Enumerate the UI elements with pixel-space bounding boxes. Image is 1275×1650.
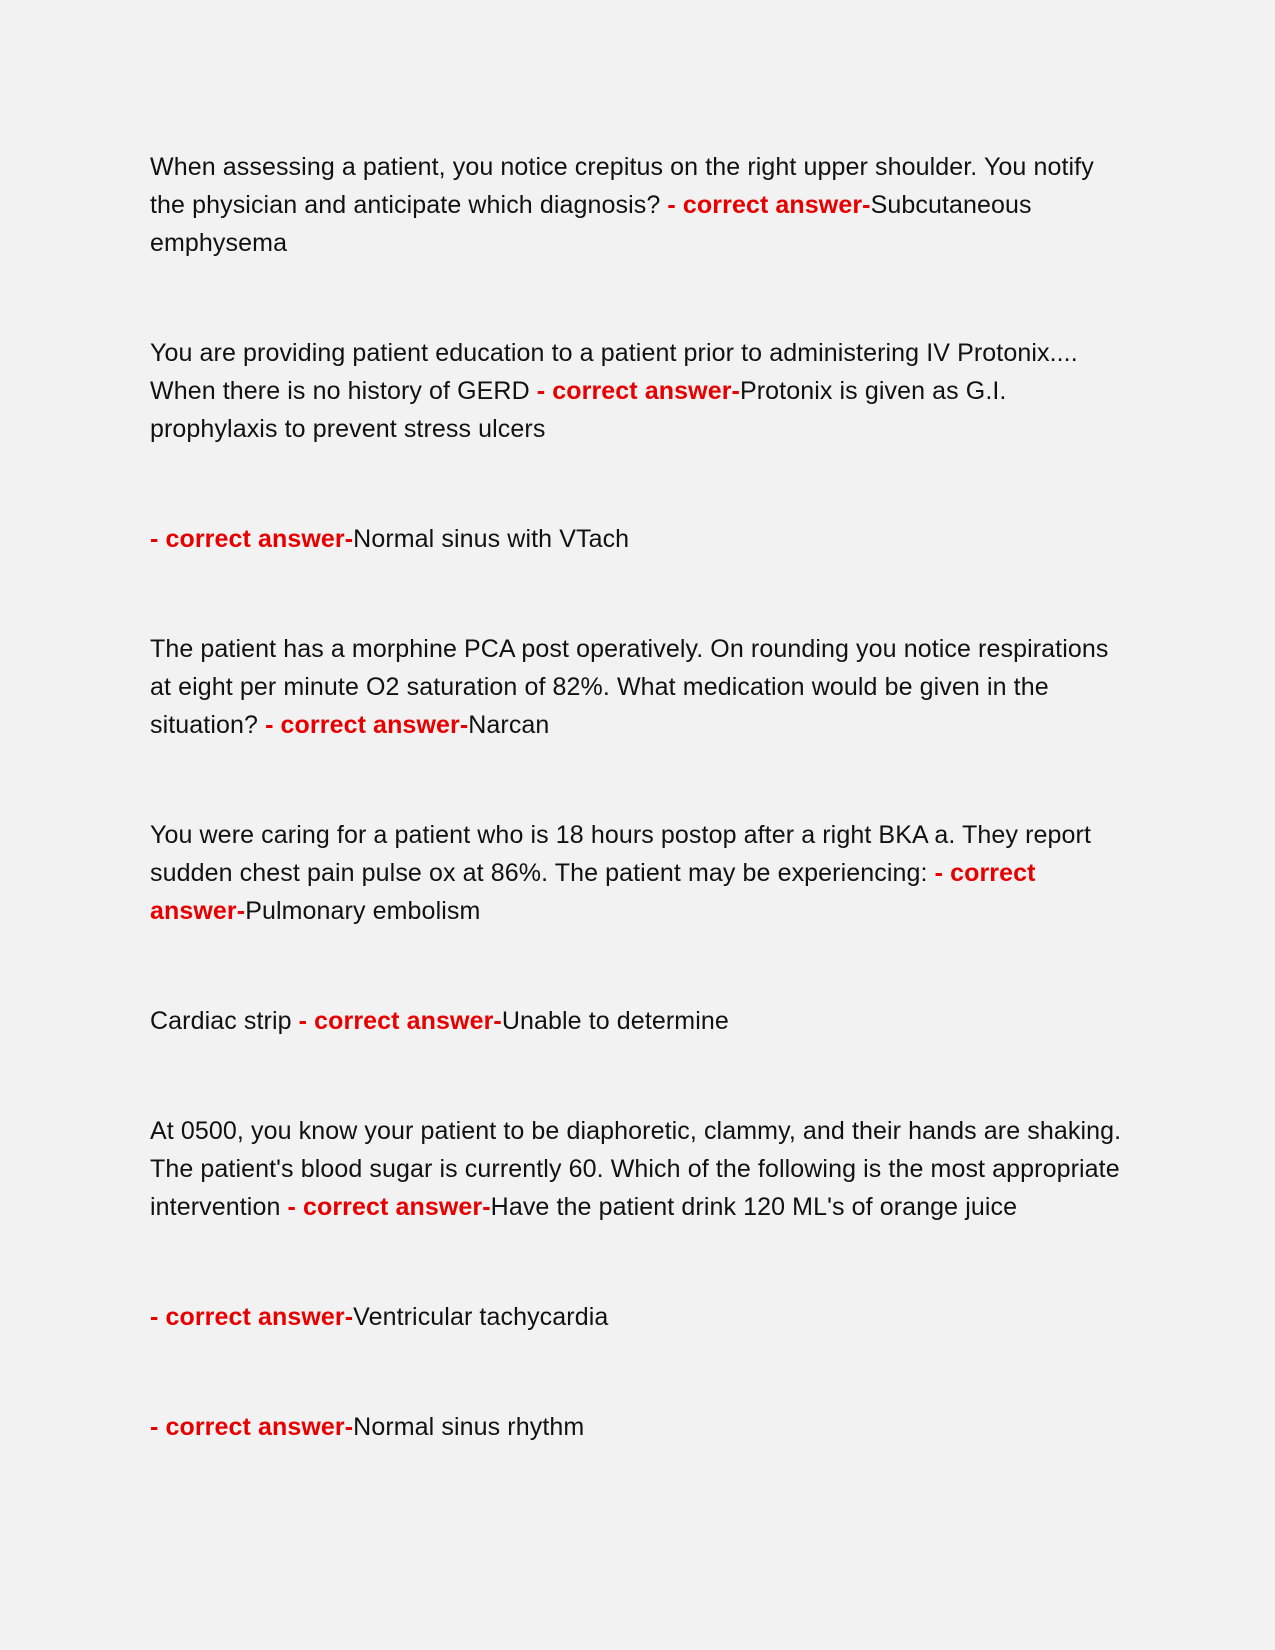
qa-item-3 [150, 520, 1130, 558]
answer-text: Normal sinus rhythm [353, 1413, 585, 1441]
qa-item-9 [150, 1408, 1130, 1446]
qa-item-4 [150, 630, 1130, 744]
question-text: The patient has a morphine PCA post operatively. On rounding you notice respirations at eight per minute O2 saturation of 82%. What medication would be given in the situation? [150, 635, 1109, 739]
correct-answer-marker: - correct answer- [280, 1193, 491, 1221]
correct-answer-marker: - correct answer- [150, 859, 1036, 925]
question-text: Cardiac strip [150, 1007, 292, 1035]
qa-item-5 [150, 816, 1130, 930]
correct-answer-marker: - correct answer- [529, 377, 740, 405]
question-text: You are providing patient education to a patient prior to administering IV Protonix.... When there is no history of GERD [150, 339, 1078, 405]
correct-answer-marker: - correct answer- [150, 1303, 354, 1331]
answer-text: Pulmonary embolism [245, 897, 481, 925]
answer-text: Normal sinus with VTach [353, 525, 630, 553]
correct-answer-marker: - correct answer- [150, 1413, 354, 1441]
qa-item-2 [150, 334, 1130, 448]
answer-text: Narcan [468, 711, 550, 739]
correct-answer-marker: - correct answer- [150, 525, 354, 553]
answer-text: Protonix is given as G.I. prophylaxis to prevent stress ulcers [150, 377, 1007, 443]
qa-item-7 [150, 1112, 1130, 1226]
qa-item-8 [150, 1298, 1130, 1336]
answer-text: Subcutaneous emphysema [150, 191, 1032, 257]
question-text: At 0500, you know your patient to be diaphoretic, clammy, and their hands are shaking. The patient's blood sugar is currently 60. Which of the following is the most appropriate intervention [150, 1117, 1122, 1221]
correct-answer-marker: - correct answer- [258, 711, 469, 739]
document-body [150, 148, 1130, 1518]
question-text: You were caring for a patient who is 18 hours postop after a right BKA a. They report sudden chest pain pulse ox at 86%. The patient may be experiencing: [150, 821, 1091, 887]
answer-text: Ventricular tachycardia [353, 1303, 609, 1331]
correct-answer-marker: - correct answer- [660, 191, 871, 219]
correct-answer-marker: - correct answer- [291, 1007, 502, 1035]
answer-text: Have the patient drink 120 ML's of orange juice [490, 1193, 1018, 1221]
qa-item-6 [150, 1002, 1130, 1040]
question-text: When assessing a patient, you notice crepitus on the right upper shoulder. You notify the physician and anticipate which diagnosis? [150, 153, 1094, 219]
answer-text: Unable to determine [501, 1007, 729, 1035]
qa-item-1 [150, 148, 1130, 262]
